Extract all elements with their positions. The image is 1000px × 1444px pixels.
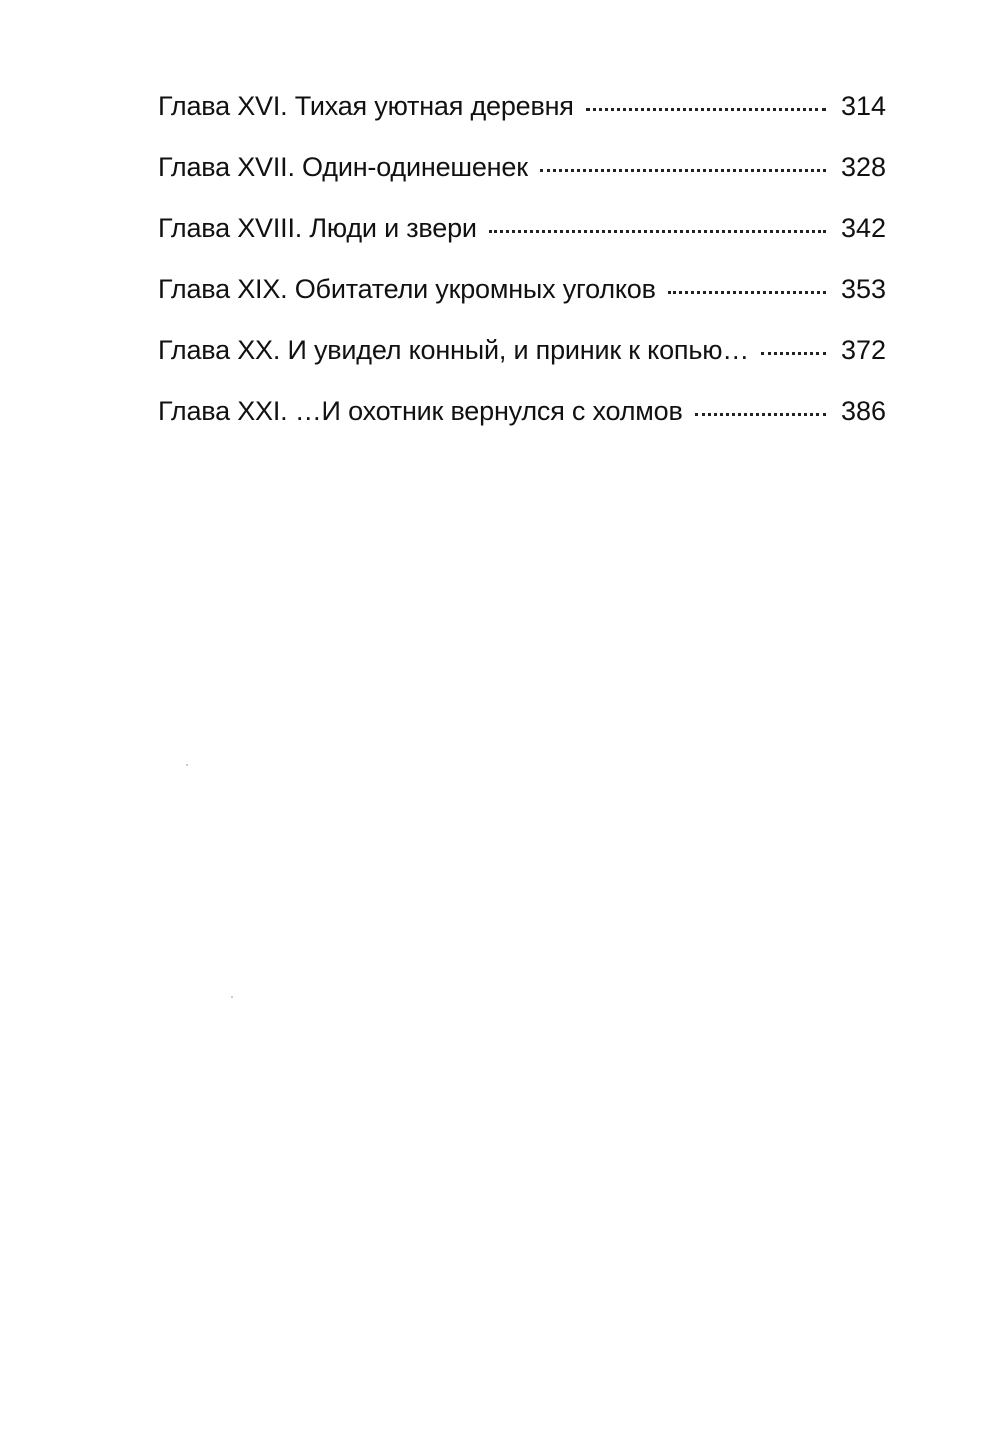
- toc-entry-page-number: 386: [840, 396, 886, 426]
- toc-entry-chapter-17[interactable]: [158, 147, 886, 208]
- toc-entry-chapter-19[interactable]: [158, 269, 886, 330]
- toc-entry-page-number: 314: [840, 91, 886, 121]
- paper-speck: [231, 996, 233, 998]
- toc-dot-leader: [668, 290, 826, 294]
- toc-entry-page-number: 342: [840, 213, 886, 243]
- toc-entry-chapter-18[interactable]: [158, 208, 886, 269]
- toc-entry-page-number: 372: [840, 335, 886, 365]
- toc-entry-title: Глава XVII. Один-одинешенек: [158, 152, 528, 182]
- toc-entry-title: Глава XXI. …И охотник вернулся с холмов: [158, 396, 683, 426]
- toc-entry-title: Глава XIX. Обитатели укромных уголков: [158, 274, 656, 304]
- toc-dot-leader: [761, 351, 826, 355]
- toc-entry-chapter-21[interactable]: [158, 391, 886, 452]
- toc-dot-leader: [489, 229, 826, 233]
- toc-dot-leader: [540, 168, 826, 172]
- toc-entry-title: Глава XX. И увидел конный, и приник к копью…: [158, 335, 750, 365]
- table-of-contents: [158, 86, 886, 452]
- toc-entry-title: Глава XVIII. Люди и звери: [158, 213, 477, 243]
- paper-speck: [186, 764, 188, 766]
- toc-entry-chapter-20[interactable]: [158, 330, 886, 391]
- toc-dot-leader: [695, 412, 826, 416]
- toc-entry-page-number: 353: [840, 274, 886, 304]
- toc-entry-chapter-16[interactable]: [158, 86, 886, 147]
- toc-dot-leader: [586, 107, 826, 111]
- toc-entry-title: Глава XVI. Тихая уютная деревня: [158, 91, 574, 121]
- toc-entry-page-number: 328: [840, 152, 886, 182]
